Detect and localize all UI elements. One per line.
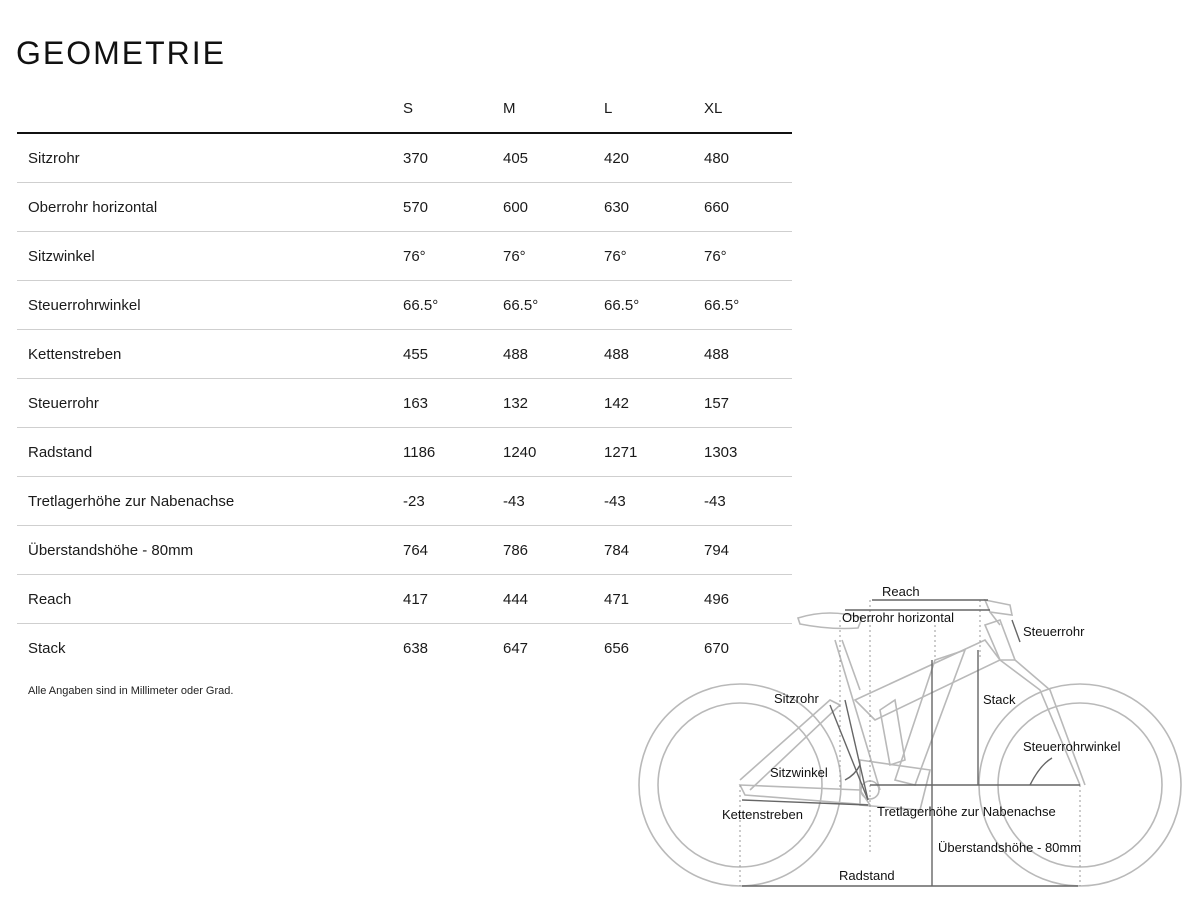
label-steuerrohrwinkel: Steuerrohrwinkel <box>1023 739 1121 754</box>
value-cell-m: -43 <box>503 477 604 526</box>
fork <box>1000 660 1080 785</box>
down-tube <box>895 650 965 785</box>
value-cell-s: 764 <box>403 526 503 575</box>
head-tube <box>985 620 1015 660</box>
row-label: Radstand <box>17 428 403 477</box>
row-label: Kettenstreben <box>17 330 403 379</box>
value-cell-l: 471 <box>604 575 704 624</box>
table-row <box>17 232 792 281</box>
label-stack: Stack <box>983 692 1016 707</box>
table-row <box>17 330 792 379</box>
value-cell-s: 455 <box>403 330 503 379</box>
seat-tube <box>835 640 880 790</box>
row-label: Steuerrohrwinkel <box>17 281 403 330</box>
value-cell-l: 142 <box>604 379 704 428</box>
rear-shock <box>880 700 905 765</box>
value-cell-xl: 488 <box>704 330 792 379</box>
value-cell-xl: -43 <box>704 477 792 526</box>
value-cell-s: 638 <box>403 639 429 657</box>
label-ueberstandshoehe: Überstandshöhe - 80mm <box>938 840 1082 855</box>
value-cell-xl: 660 <box>704 183 792 232</box>
value-cell-m: 132 <box>503 379 604 428</box>
table-header-row <box>17 84 792 133</box>
steuerrohr-line <box>1012 620 1020 642</box>
value-cell-m: 66.5° <box>503 281 604 330</box>
footnote: Alle Angaben sind in Millimeter oder Grad. <box>28 685 234 697</box>
value-cell-m: 786 <box>503 526 604 575</box>
value-cell-xl: 496 <box>704 575 792 624</box>
table-row <box>17 183 792 232</box>
header-label-cell <box>17 84 403 133</box>
value-cell-l: 420 <box>604 133 704 183</box>
row-label: Sitzwinkel <box>17 232 403 281</box>
label-tretlagerhoehe: Tretlagerhöhe zur Nabenachse <box>877 804 1056 819</box>
value-cell-l: 784 <box>604 526 704 575</box>
header-size-xl: XL <box>704 84 792 133</box>
value-cell-l: -43 <box>604 477 704 526</box>
label-sitzrohr: Sitzrohr <box>774 691 819 706</box>
value-cell-l: 66.5° <box>604 281 704 330</box>
value-cell-l: 1271 <box>604 428 704 477</box>
value-cell-xl: 794 <box>704 526 792 575</box>
value-cell-s: 76° <box>403 232 503 281</box>
seat-post <box>842 640 860 690</box>
value-cell-l: 76° <box>604 232 704 281</box>
value-cell-s: 417 <box>403 575 503 624</box>
value-cell-xl: 76° <box>704 232 792 281</box>
label-steuerrohr: Steuerrohr <box>1023 624 1085 639</box>
row-label: Reach <box>17 575 403 624</box>
value-cell-xl: 670 <box>704 639 730 657</box>
handlebar <box>985 600 1012 615</box>
label-radstand: Radstand <box>839 868 895 883</box>
table-row <box>17 281 792 330</box>
row-label: Tretlagerhöhe zur Nabenachse <box>17 477 403 526</box>
value-cell-xl: 157 <box>704 379 792 428</box>
header-size-l: L <box>604 84 704 133</box>
label-kettenstreben: Kettenstreben <box>722 807 803 822</box>
value-cell-s: 370 <box>403 133 503 183</box>
value-cell-l: 656 <box>604 639 630 657</box>
value-cell-l: 488 <box>604 330 704 379</box>
row-label: Überstandshöhe - 80mm <box>17 526 403 575</box>
bike-geometry-diagram <box>630 578 1190 896</box>
row-label: Stack <box>28 639 66 657</box>
diagram-labels <box>722 584 1121 883</box>
row-label: Steuerrohr <box>17 379 403 428</box>
value-cell-s: 1186 <box>403 428 503 477</box>
table-row <box>17 133 792 183</box>
value-cell-m: 488 <box>503 330 604 379</box>
value-cell-s: 66.5° <box>403 281 503 330</box>
table-row <box>17 477 792 526</box>
value-cell-xl: 66.5° <box>704 281 792 330</box>
kettenstreben-line <box>742 800 868 805</box>
label-reach: Reach <box>882 584 920 599</box>
steuerrohrwinkel-arc <box>1030 758 1052 785</box>
value-cell-m: 647 <box>503 639 529 657</box>
value-cell-m: 444 <box>503 575 604 624</box>
header-size-m: M <box>503 84 604 133</box>
page-title: GEOMETRIE <box>16 35 227 72</box>
row-label: Sitzrohr <box>17 133 403 183</box>
value-cell-xl: 480 <box>704 133 792 183</box>
value-cell-s: -23 <box>403 477 503 526</box>
value-cell-s: 163 <box>403 379 503 428</box>
value-cell-l: 630 <box>604 183 704 232</box>
value-cell-m: 405 <box>503 133 604 183</box>
value-cell-m: 1240 <box>503 428 604 477</box>
label-sitzwinkel: Sitzwinkel <box>770 765 828 780</box>
value-cell-m: 76° <box>503 232 604 281</box>
row-label: Oberrohr horizontal <box>17 183 403 232</box>
table-row <box>17 379 792 428</box>
value-cell-s: 570 <box>403 183 503 232</box>
value-cell-xl: 1303 <box>704 428 792 477</box>
header-size-s: S <box>403 84 503 133</box>
table-row <box>17 428 792 477</box>
table-row <box>17 526 792 575</box>
label-oberrohr-horizontal: Oberrohr horizontal <box>842 610 954 625</box>
value-cell-m: 600 <box>503 183 604 232</box>
